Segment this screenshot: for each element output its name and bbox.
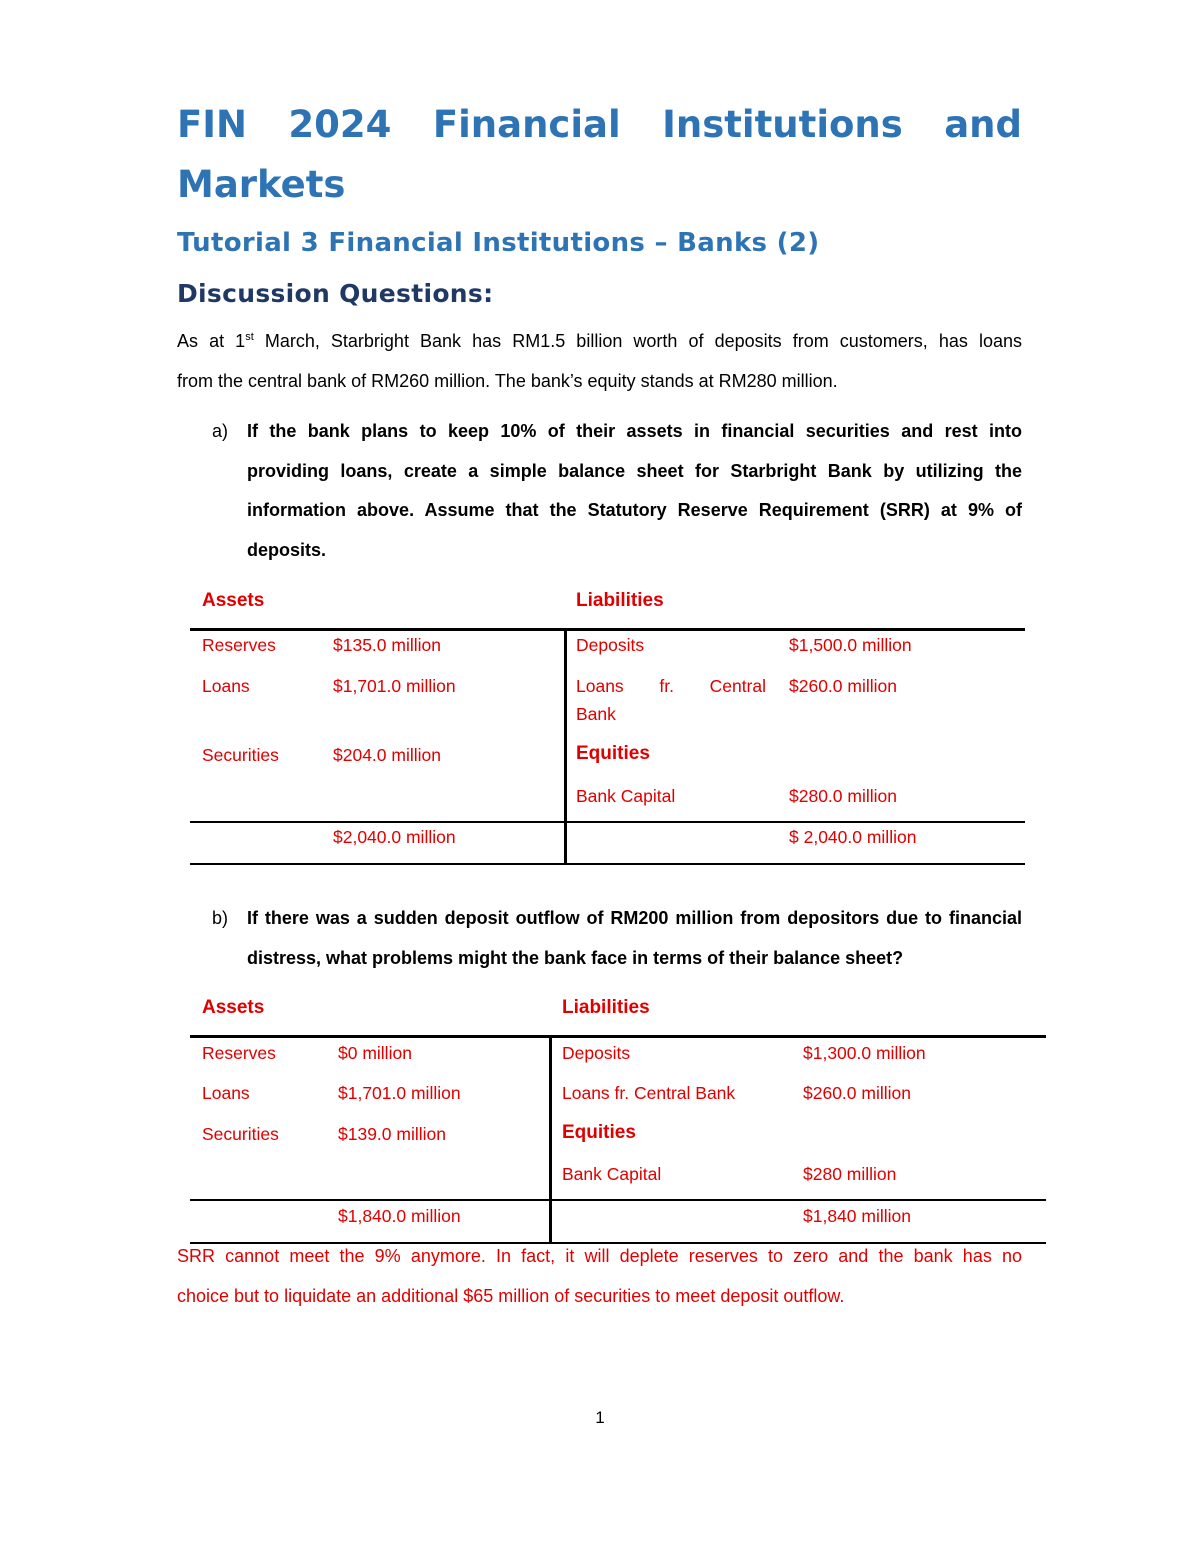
total-liabilities: $ 2,040.0 million	[789, 827, 917, 847]
question-b-line: If there was a sudden deposit outflow of RM200 million from depositors due to financial	[247, 908, 1022, 928]
table-top-rule	[190, 628, 1025, 631]
equity-value: $280 million	[803, 1164, 897, 1184]
intro-line-1: As at 1st March, Starbright Bank has RM1.5 billion worth of deposits from customers, has loans	[177, 331, 1022, 351]
question-a	[212, 412, 1022, 570]
asset-value: $135.0 million	[333, 635, 441, 655]
table-center-rule	[549, 1037, 552, 1243]
question-b-label: b)	[212, 908, 229, 928]
question-a-line: information above. Assume that the Statutory Reserve Requirement (SRR) at 9% of	[247, 500, 1022, 520]
asset-value: $204.0 million	[333, 745, 441, 765]
question-a-line: If the bank plans to keep 10% of their assets in financial securities and rest into	[247, 421, 1022, 441]
liability-label: Loans fr. Central Bank	[562, 1083, 736, 1103]
asset-label: Securities	[202, 1124, 279, 1144]
asset-value: $1,701.0 million	[338, 1083, 461, 1103]
liability-label: Deposits	[576, 635, 645, 655]
asset-label: Loans	[202, 1083, 250, 1103]
assets-header: Assets	[202, 590, 265, 611]
table-total-rule	[190, 821, 1025, 823]
table-top-rule	[190, 1035, 1046, 1038]
equities-header: Equities	[576, 743, 650, 764]
liability-value: $260.0 million	[789, 676, 897, 696]
document-title: FIN 2024 Financial Institutions and Markets	[177, 103, 1022, 206]
liabilities-header: Liabilities	[562, 997, 650, 1018]
liability-value: $260.0 million	[803, 1083, 911, 1103]
page-number: 1	[595, 1408, 605, 1427]
total-assets: $2,040.0 million	[333, 827, 456, 847]
answer-note	[177, 1237, 1022, 1316]
question-a-label: a)	[212, 421, 229, 441]
asset-label: Reserves	[202, 1043, 276, 1063]
liability-label: Deposits	[562, 1043, 631, 1063]
question-a-line: providing loans, create a simple balance sheet for Starbright Bank by utilizing the	[247, 460, 1022, 481]
question-b-line: distress, what problems might the bank face in terms of their balance sheet?	[247, 947, 904, 968]
tutorial-subtitle: Tutorial 3 Financial Institutions – Banks (2)	[177, 228, 820, 258]
liabilities-header: Liabilities	[576, 590, 664, 611]
asset-label: Securities	[202, 745, 279, 765]
asset-value: $139.0 million	[338, 1124, 446, 1144]
table-total-rule	[190, 1199, 1046, 1201]
equity-value: $280.0 million	[789, 786, 897, 806]
intro-line-2: from the central bank of RM260 million. The bank’s equity stands at RM280 million.	[177, 370, 838, 391]
liability-value: $1,300.0 million	[803, 1043, 926, 1063]
equity-label: Bank Capital	[562, 1164, 662, 1184]
assets-header: Assets	[202, 997, 265, 1018]
question-a-line: deposits.	[247, 539, 327, 560]
equities-header: Equities	[562, 1122, 636, 1143]
table-bottom-rule	[190, 863, 1025, 865]
total-assets: $1,840.0 million	[338, 1206, 461, 1226]
asset-value: $0 million	[338, 1043, 412, 1063]
section-heading: Discussion Questions:	[177, 279, 494, 308]
answer-note-line: choice but to liquidate an additional $65 million of securities to meet deposit outflow.	[177, 1285, 845, 1306]
equity-label: Bank Capital	[576, 786, 676, 806]
table-center-rule	[564, 630, 567, 865]
asset-label: Loans	[202, 676, 250, 696]
answer-note-line: SRR cannot meet the 9% anymore. In fact, it will deplete reserves to zero and the bank has no	[177, 1246, 1022, 1266]
liability-label-continued: Bank	[576, 704, 616, 724]
asset-value: $1,701.0 million	[333, 676, 456, 696]
total-liabilities: $1,840 million	[803, 1206, 911, 1226]
liability-label: Loans fr. Central	[576, 676, 766, 696]
liability-value: $1,500.0 million	[789, 635, 912, 655]
intro-paragraph	[177, 322, 1022, 401]
asset-label: Reserves	[202, 635, 276, 655]
question-b	[212, 899, 1022, 978]
